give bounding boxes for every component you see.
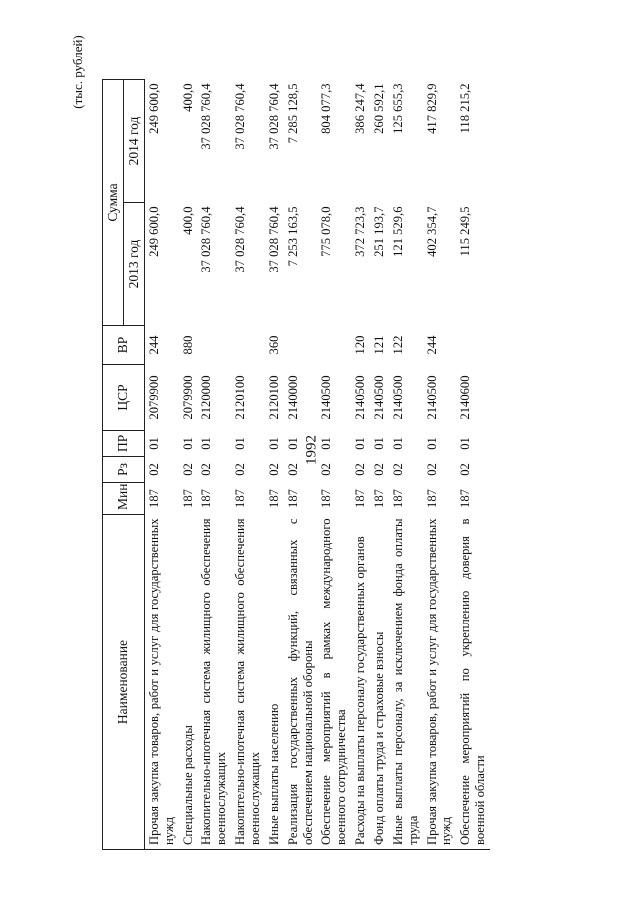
table-row: [284, 79, 318, 849]
row-csr: 2079900: [146, 375, 161, 420]
row-sum-2013: 372 723,3: [353, 206, 368, 257]
header-min: Мин: [103, 483, 145, 515]
row-min: 187: [372, 489, 387, 508]
row-csr: 2140500: [424, 375, 439, 420]
header-sum: Сумма: [103, 79, 124, 325]
row-pr: 01: [319, 437, 334, 450]
row-sum-2014: 260 592,1: [372, 83, 387, 134]
row-vr: 880: [180, 335, 195, 355]
row-name: Реализация государственных функций, связанных с обеспечением национальной обороны: [284, 515, 318, 850]
row-sum-2013: 402 354,7: [424, 206, 439, 257]
row-rz: 02: [199, 463, 214, 476]
table-row: [370, 79, 389, 849]
row-rz: 02: [285, 463, 300, 476]
units-label: (тыс. рублей): [70, 35, 85, 109]
row-sum-2014: 125 655,3: [390, 83, 405, 134]
row-min: 187: [458, 489, 473, 508]
table-row: [389, 79, 423, 849]
row-pr: 01: [233, 437, 248, 450]
row-rz: 02: [180, 463, 195, 476]
row-sum-2013: 37 028 760,4: [233, 206, 248, 273]
row-rz: 02: [458, 463, 473, 476]
row-min: 187: [319, 489, 334, 508]
row-csr: 2140000: [285, 375, 300, 420]
header-2013: 2013 год: [123, 203, 144, 326]
table-body: [144, 79, 490, 849]
row-rz: 02: [424, 463, 439, 476]
row-vr: 360: [266, 335, 281, 355]
row-sum-2013: 251 193,7: [372, 206, 387, 257]
header-name: Наименование: [103, 515, 145, 850]
header-pr: ПР: [103, 431, 145, 457]
row-name: Иные выплаты населению: [265, 515, 284, 850]
row-min: 187: [199, 489, 214, 508]
table-row: [317, 79, 351, 849]
row-sum-2013: 7 253 163,5: [285, 206, 300, 267]
row-pr: 01: [390, 437, 405, 450]
row-csr: 2079900: [180, 375, 195, 420]
row-csr: 2140500: [353, 375, 368, 420]
row-rz: 02: [372, 463, 387, 476]
row-name: Иные выплаты персоналу, за исключением фонда оплаты труда: [389, 515, 423, 850]
row-sum-2014: 37 028 760,4: [266, 83, 281, 150]
row-csr: 2140600: [458, 375, 473, 420]
page-number: 1992: [303, 435, 320, 465]
table-row: [179, 79, 198, 849]
row-vr: [197, 326, 231, 365]
row-name: Специальные расходы: [179, 515, 198, 850]
header-2014: 2014 год: [123, 79, 144, 202]
budget-table: [102, 79, 490, 850]
row-name: Обеспечение мероприятий в рамках международного военного сотрудничества: [317, 515, 351, 850]
row-pr: 01: [372, 437, 387, 450]
row-pr: 01: [424, 437, 439, 450]
row-sum-2014: 400,0: [180, 83, 195, 112]
table-row: [351, 79, 370, 849]
row-rz: 02: [233, 463, 248, 476]
row-min: 187: [233, 489, 248, 508]
table-header: [103, 79, 145, 849]
table-row: [456, 79, 490, 849]
row-csr: 2120100: [233, 375, 248, 420]
header-csr: ЦСР: [103, 365, 145, 431]
row-vr: 244: [424, 335, 439, 355]
row-name: Обеспечение мероприятий по укреплению доверия в военной области: [456, 515, 490, 850]
row-pr: 01: [199, 437, 214, 450]
row-sum-2014: 417 829,9: [424, 83, 439, 134]
row-vr: 122: [390, 335, 405, 355]
row-min: 187: [146, 489, 161, 508]
row-name: Накопительно-ипотечная система жилищного обеспечения военнослужащих: [231, 515, 265, 850]
table-row: [144, 79, 178, 849]
row-pr: 01: [146, 437, 161, 450]
row-csr: 2140500: [372, 375, 387, 420]
row-min: 187: [353, 489, 368, 508]
row-vr: [317, 326, 351, 365]
row-vr: [456, 326, 490, 365]
rotated-table-container: [102, 80, 572, 850]
row-sum-2013: 400,0: [180, 206, 195, 235]
row-sum-2013: 37 028 760,4: [199, 206, 214, 273]
row-rz: 02: [266, 463, 281, 476]
row-min: 187: [424, 489, 439, 508]
header-vr: ВР: [103, 326, 145, 365]
row-pr: 01: [285, 437, 300, 450]
header-rz: Рз: [103, 457, 145, 483]
row-csr: 2120100: [266, 375, 281, 420]
row-pr: 01: [353, 437, 368, 450]
row-sum-2014: 7 285 128,5: [285, 83, 300, 144]
table-row: [265, 79, 284, 849]
table-row: [231, 79, 265, 849]
row-sum-2013: 249 600,0: [146, 206, 161, 257]
table-row: [197, 79, 231, 849]
row-name: Фонд оплаты труда и страховые взносы: [370, 515, 389, 850]
row-min: 187: [285, 489, 300, 508]
row-sum-2013: 775 078,0: [319, 206, 334, 257]
row-vr: 244: [146, 335, 161, 355]
row-min: 187: [180, 489, 195, 508]
row-rz: 02: [353, 463, 368, 476]
row-pr: 01: [458, 437, 473, 450]
table-row: [423, 79, 457, 849]
row-name: Накопительно-ипотечная система жилищного обеспечения военнослужащих: [197, 515, 231, 850]
row-csr: 2120000: [199, 375, 214, 420]
row-vr: 121: [372, 335, 387, 355]
row-sum-2013: 121 529,6: [390, 206, 405, 257]
row-sum-2013: 37 028 760,4: [266, 206, 281, 273]
row-name: Расходы на выплаты персоналу государственных органов: [351, 515, 370, 850]
row-sum-2014: 118 215,2: [458, 83, 473, 134]
row-rz: 02: [146, 463, 161, 476]
row-rz: 02: [390, 463, 405, 476]
row-sum-2014: 37 028 760,4: [233, 83, 248, 150]
row-sum-2014: 249 600,0: [146, 83, 161, 134]
row-min: 187: [390, 489, 405, 508]
row-csr: 2140500: [390, 375, 405, 420]
row-sum-2014: 804 077,3: [319, 83, 334, 134]
row-vr: [231, 326, 265, 365]
row-vr: 120: [353, 335, 368, 355]
row-min: 187: [266, 489, 281, 508]
row-name: Прочая закупка товаров, работ и услуг для государственных нужд: [144, 515, 178, 850]
row-rz: 02: [319, 463, 334, 476]
row-name: Прочая закупка товаров, работ и услуг для государственных нужд: [423, 515, 457, 850]
row-sum-2014: 386 247,4: [353, 83, 368, 134]
row-pr: 01: [180, 437, 195, 450]
row-sum-2013: 115 249,5: [458, 206, 473, 257]
row-vr: [284, 326, 318, 365]
row-pr: 01: [266, 437, 281, 450]
row-csr: 2140500: [319, 375, 334, 420]
row-sum-2014: 37 028 760,4: [199, 83, 214, 150]
